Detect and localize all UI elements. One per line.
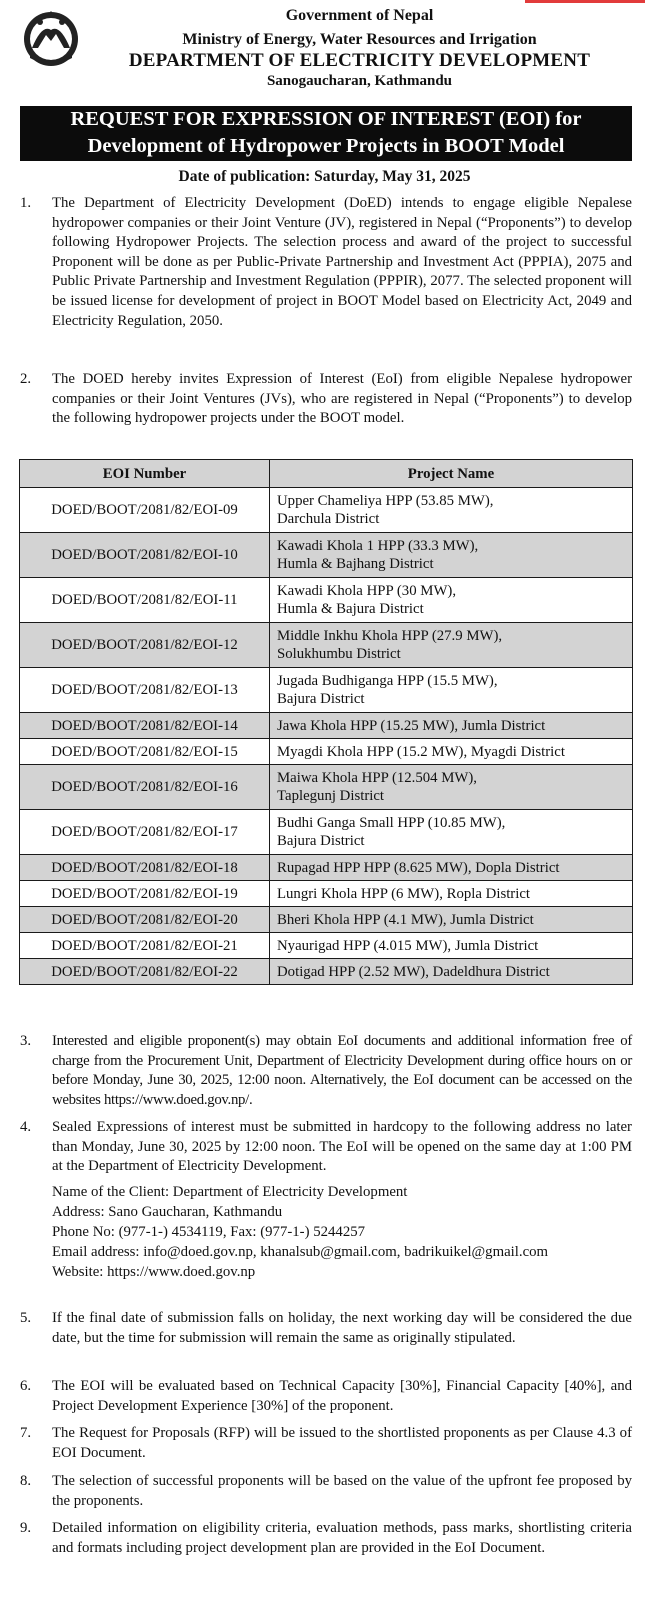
project-name-cell (270, 810, 633, 855)
project-name-cell (270, 488, 633, 533)
project-name: Jugada Budhiganga HPP (15.5 MW), (277, 673, 498, 689)
eoi-number-cell: DOED/BOOT/2081/82/EOI-17 (20, 810, 270, 855)
clause-text: If the final date of submission falls on holiday, the next working day will be considered the due date, but the time for submission will remain the same as originally stipulated. (52, 1310, 632, 1346)
table-row (20, 933, 633, 959)
project-name-cell: Nyaurigad HPP (4.015 MW), Jumla District (270, 933, 633, 959)
clause-number: 6. (20, 1378, 32, 1394)
department-address: Sanogaucharan, Kathmandu (266, 73, 453, 89)
eoi-number-cell: DOED/BOOT/2081/82/EOI-20 (20, 907, 270, 933)
project-name-cell: Jawa Khola HPP (15.25 MW), Jumla District (270, 713, 633, 739)
ministry-title: Ministry of Energy, Water Resources and Irrigation (182, 31, 537, 48)
eoi-number-cell: DOED/BOOT/2081/82/EOI-12 (20, 623, 270, 668)
project-name-cell: Rupagad HPP HPP (8.625 MW), Dopla District (270, 855, 633, 881)
clause-text: The DOED hereby invites Expression of Interest (EoI) from eligible Nepalese hydropower companies or their Joint Ventures (JVs), who are registered in Nepal (“Proponents”) to develop the following hydropower projects under the BOOT model. (52, 371, 632, 427)
table-row (20, 488, 633, 533)
project-district: Bajura District (277, 833, 365, 849)
eoi-number-cell: DOED/BOOT/2081/82/EOI-15 (20, 739, 270, 765)
project-name-cell (270, 668, 633, 713)
project-name-cell: Lungri Khola HPP (6 MW), Ropla District (270, 881, 633, 907)
table-row (20, 623, 633, 668)
banner-line-1: REQUEST FOR EXPRESSION OF INTEREST (EOI) for (70, 108, 582, 130)
clause-text: The EOI will be evaluated based on Technical Capacity [30%], Financial Capacity [40%], and Project Development Experience [30%] of the proponent. (52, 1378, 632, 1414)
project-name: Budhi Ganga Small HPP (10.85 MW), (277, 815, 506, 831)
department-title: DEPARTMENT OF ELECTRICITY DEVELOPMENT (128, 50, 591, 71)
clause-text: Interested and eligible proponent(s) may obtain EoI documents and additional information free of charge from the Procurement Unit, Department of Electricity Development during office hours on or before Monday, June 30, 2025, 12:00 noon. Alternatively, the EoI document can be accessed on the websites https://www.doed.gov.np/. (52, 1033, 632, 1108)
clause-text: The selection of successful proponents will be based on the value of the upfront fee proposed by the proponents. (52, 1473, 632, 1509)
clause-4 (20, 1118, 632, 1282)
table-row (20, 533, 633, 578)
column-header-project-name: Project Name (270, 460, 633, 488)
notice-title-banner (20, 106, 632, 161)
clause-8 (20, 1472, 632, 1511)
project-name: Middle Inkhu Khola HPP (27.9 MW), (277, 628, 503, 644)
clause-number: 5. (20, 1310, 32, 1326)
contact-details (52, 1182, 632, 1282)
government-title: Government of Nepal (285, 7, 434, 24)
clause-number: 9. (20, 1520, 32, 1536)
table-row (20, 578, 633, 623)
client-phone-fax: Phone No: (977-1-) 4534119, Fax: (977-1-) 5244257 (52, 1223, 366, 1240)
clause-number: 8. (20, 1473, 32, 1489)
clause-text: The Request for Proposals (RFP) will be issued to the shortlisted proponents as per Clause 4.3 of EOI Document. (52, 1425, 632, 1461)
project-name-cell: Bheri Khola HPP (4.1 MW), Jumla District (270, 907, 633, 933)
eoi-number-cell: DOED/BOOT/2081/82/EOI-11 (20, 578, 270, 623)
clause-6 (20, 1377, 632, 1416)
publication-date: Date of publication: Saturday, May 31, 2025 (178, 168, 471, 185)
clause-text: Detailed information on eligibility criteria, evaluation methods, pass marks, shortlisting criteria and formats including project development plan are provided in the EoI Document. (52, 1520, 632, 1556)
client-name: Name of the Client: Department of Electricity Development (52, 1183, 408, 1200)
project-name: Maiwa Khola HPP (12.504 MW), (277, 770, 478, 786)
eoi-number-cell: DOED/BOOT/2081/82/EOI-18 (20, 855, 270, 881)
column-header-eoi-number: EOI Number (20, 460, 270, 488)
eoi-number-cell: DOED/BOOT/2081/82/EOI-13 (20, 668, 270, 713)
client-website: Website: https://www.doed.gov.np (52, 1263, 256, 1280)
eoi-number-cell: DOED/BOOT/2081/82/EOI-10 (20, 533, 270, 578)
project-name: Kawadi Khola HPP (30 MW), (277, 583, 457, 599)
clause-number: 2. (20, 371, 32, 387)
project-name-cell (270, 623, 633, 668)
project-district: Bajura District (277, 691, 365, 707)
table-row (20, 713, 633, 739)
table-header-row (20, 460, 633, 488)
corner-mark (525, 0, 645, 3)
clause-number: 3. (20, 1033, 32, 1049)
table-row (20, 881, 633, 907)
table-row (20, 739, 633, 765)
eoi-number-cell: DOED/BOOT/2081/82/EOI-16 (20, 765, 270, 810)
banner-line-2: Development of Hydropower Projects in BOOT Model (87, 135, 565, 157)
client-address: Address: Sano Gaucharan, Kathmandu (52, 1203, 283, 1220)
project-name-cell (270, 578, 633, 623)
eoi-number-cell: DOED/BOOT/2081/82/EOI-09 (20, 488, 270, 533)
table-row (20, 765, 633, 810)
eoi-number-cell: DOED/BOOT/2081/82/EOI-14 (20, 713, 270, 739)
project-name: Upper Chameliya HPP (53.85 MW), (277, 493, 494, 509)
table-row (20, 855, 633, 881)
clause-text: Sealed Expressions of interest must be submitted in hardcopy to the following address no later than Monday, June 30, 2025 by 12:00 noon. The EoI will be opened on the same day at 1:00 PM at the Department of Electricity Development. (52, 1119, 632, 1175)
clause-number: 4. (20, 1119, 32, 1135)
clause-5 (20, 1309, 632, 1348)
eoi-number-cell: DOED/BOOT/2081/82/EOI-22 (20, 959, 270, 985)
project-name: Kawadi Khola 1 HPP (33.3 MW), (277, 538, 479, 554)
letterhead (70, 5, 649, 91)
project-district: Humla & Bajura District (277, 601, 424, 617)
clause-1 (20, 194, 632, 331)
project-district: Humla & Bajhang District (277, 556, 434, 572)
clause-number: 1. (20, 195, 32, 211)
table-row (20, 810, 633, 855)
project-name-cell (270, 765, 633, 810)
table-row (20, 907, 633, 933)
project-district: Taplegunj District (277, 788, 385, 804)
project-name-cell: Myagdi Khola HPP (15.2 MW), Myagdi District (270, 739, 633, 765)
clause-text: The Department of Electricity Development (DoED) intends to engage eligible Nepalese hydropower companies or their Joint Venture (JV), registered in Nepal (“Proponents”) to develop following Hydropower Projects. The selection process and award of the project to successful Proponent will be done as per Public-Private Partnership and Investment Act (PPPIA), 2075 and Public Private Partnership and Investment Regulation (PPPIR), 2077. The selected proponent will be issued license for development of project in BOOT Model based on Electricity Act, 2049 and Electricity Regulation, 2050. (52, 195, 632, 329)
clause-3 (20, 1032, 632, 1110)
project-district: Darchula District (277, 511, 380, 527)
client-email: Email address: info@doed.gov.np, khanalsub@gmail.com, badrikuikel@gmail.com (52, 1243, 549, 1260)
eoi-number-cell: DOED/BOOT/2081/82/EOI-21 (20, 933, 270, 959)
table-row (20, 668, 633, 713)
clause-number: 7. (20, 1425, 32, 1441)
eoi-number-cell: DOED/BOOT/2081/82/EOI-19 (20, 881, 270, 907)
project-district: Solukhumbu District (277, 646, 401, 662)
clause-9 (20, 1519, 632, 1558)
table-row (20, 959, 633, 985)
eoi-project-table (19, 459, 633, 985)
project-name-cell: Dotigad HPP (2.52 MW), Dadeldhura District (270, 959, 633, 985)
clause-2 (20, 370, 632, 429)
project-name-cell (270, 533, 633, 578)
clause-7 (20, 1424, 632, 1463)
